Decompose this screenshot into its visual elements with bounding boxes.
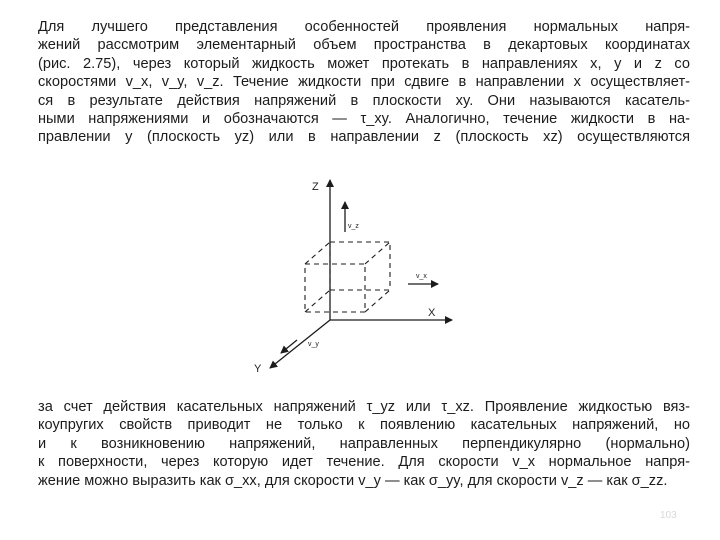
text-line: и к возникновению напряжений, направленных перпендикулярно (нормально): [38, 435, 690, 452]
axis-label-x: X: [428, 307, 436, 319]
text-line: жение можно выразить как σ_xx, для скорости v_y — как σ_yy, для скорости v_z — как σ_zz.: [38, 472, 668, 489]
label-vy: v_y: [308, 341, 319, 348]
vy-arrow: [281, 340, 297, 353]
label-vz: v_z: [348, 223, 359, 230]
paragraph-top: [38, 18, 690, 147]
dashed-cube: [305, 242, 390, 312]
page-number: 103: [660, 510, 677, 521]
text-line: коупругих свойств приводит не только к появлению касательных напряжений, но: [38, 417, 690, 434]
axis-label-y: Y: [254, 363, 262, 375]
axis-label-z: Z: [312, 181, 319, 193]
coordinate-cube-figure: [240, 172, 470, 382]
text-line: ся в результате действия напряжений в плоскости xy. Они называются касатель-: [38, 92, 690, 109]
y-axis: [270, 320, 330, 368]
text-line: ными напряжениями и обозначаются — τ_xy. Аналогично, течение жидкости в на-: [38, 111, 690, 128]
text-line: правлении y (плоскость yz) или в направлении z (плоскость xz) осуществляются: [38, 129, 690, 146]
paragraph-bottom: [38, 398, 690, 490]
text-line: к поверхности, через которую идет течение. Для скорости v_x нормальное напря-: [38, 454, 690, 471]
text-line: (рис. 2.75), через который жидкость может протекать в направлениях x, y и z со: [38, 55, 690, 72]
text-line: жений рассмотрим элементарный объем пространства в декартовых координатах: [38, 37, 690, 54]
text-line: скоростями v_x, v_y, v_z. Течение жидкости при сдвиге в направлении x осуществляет-: [38, 74, 690, 91]
label-vx: v_x: [416, 273, 427, 280]
text-line: за счет действия касательных напряжений τ_yz или τ_xz. Проявление жидкостью вяз-: [38, 399, 690, 415]
text-line: Для лучшего представления особенностей проявления нормальных напря-: [38, 19, 690, 35]
